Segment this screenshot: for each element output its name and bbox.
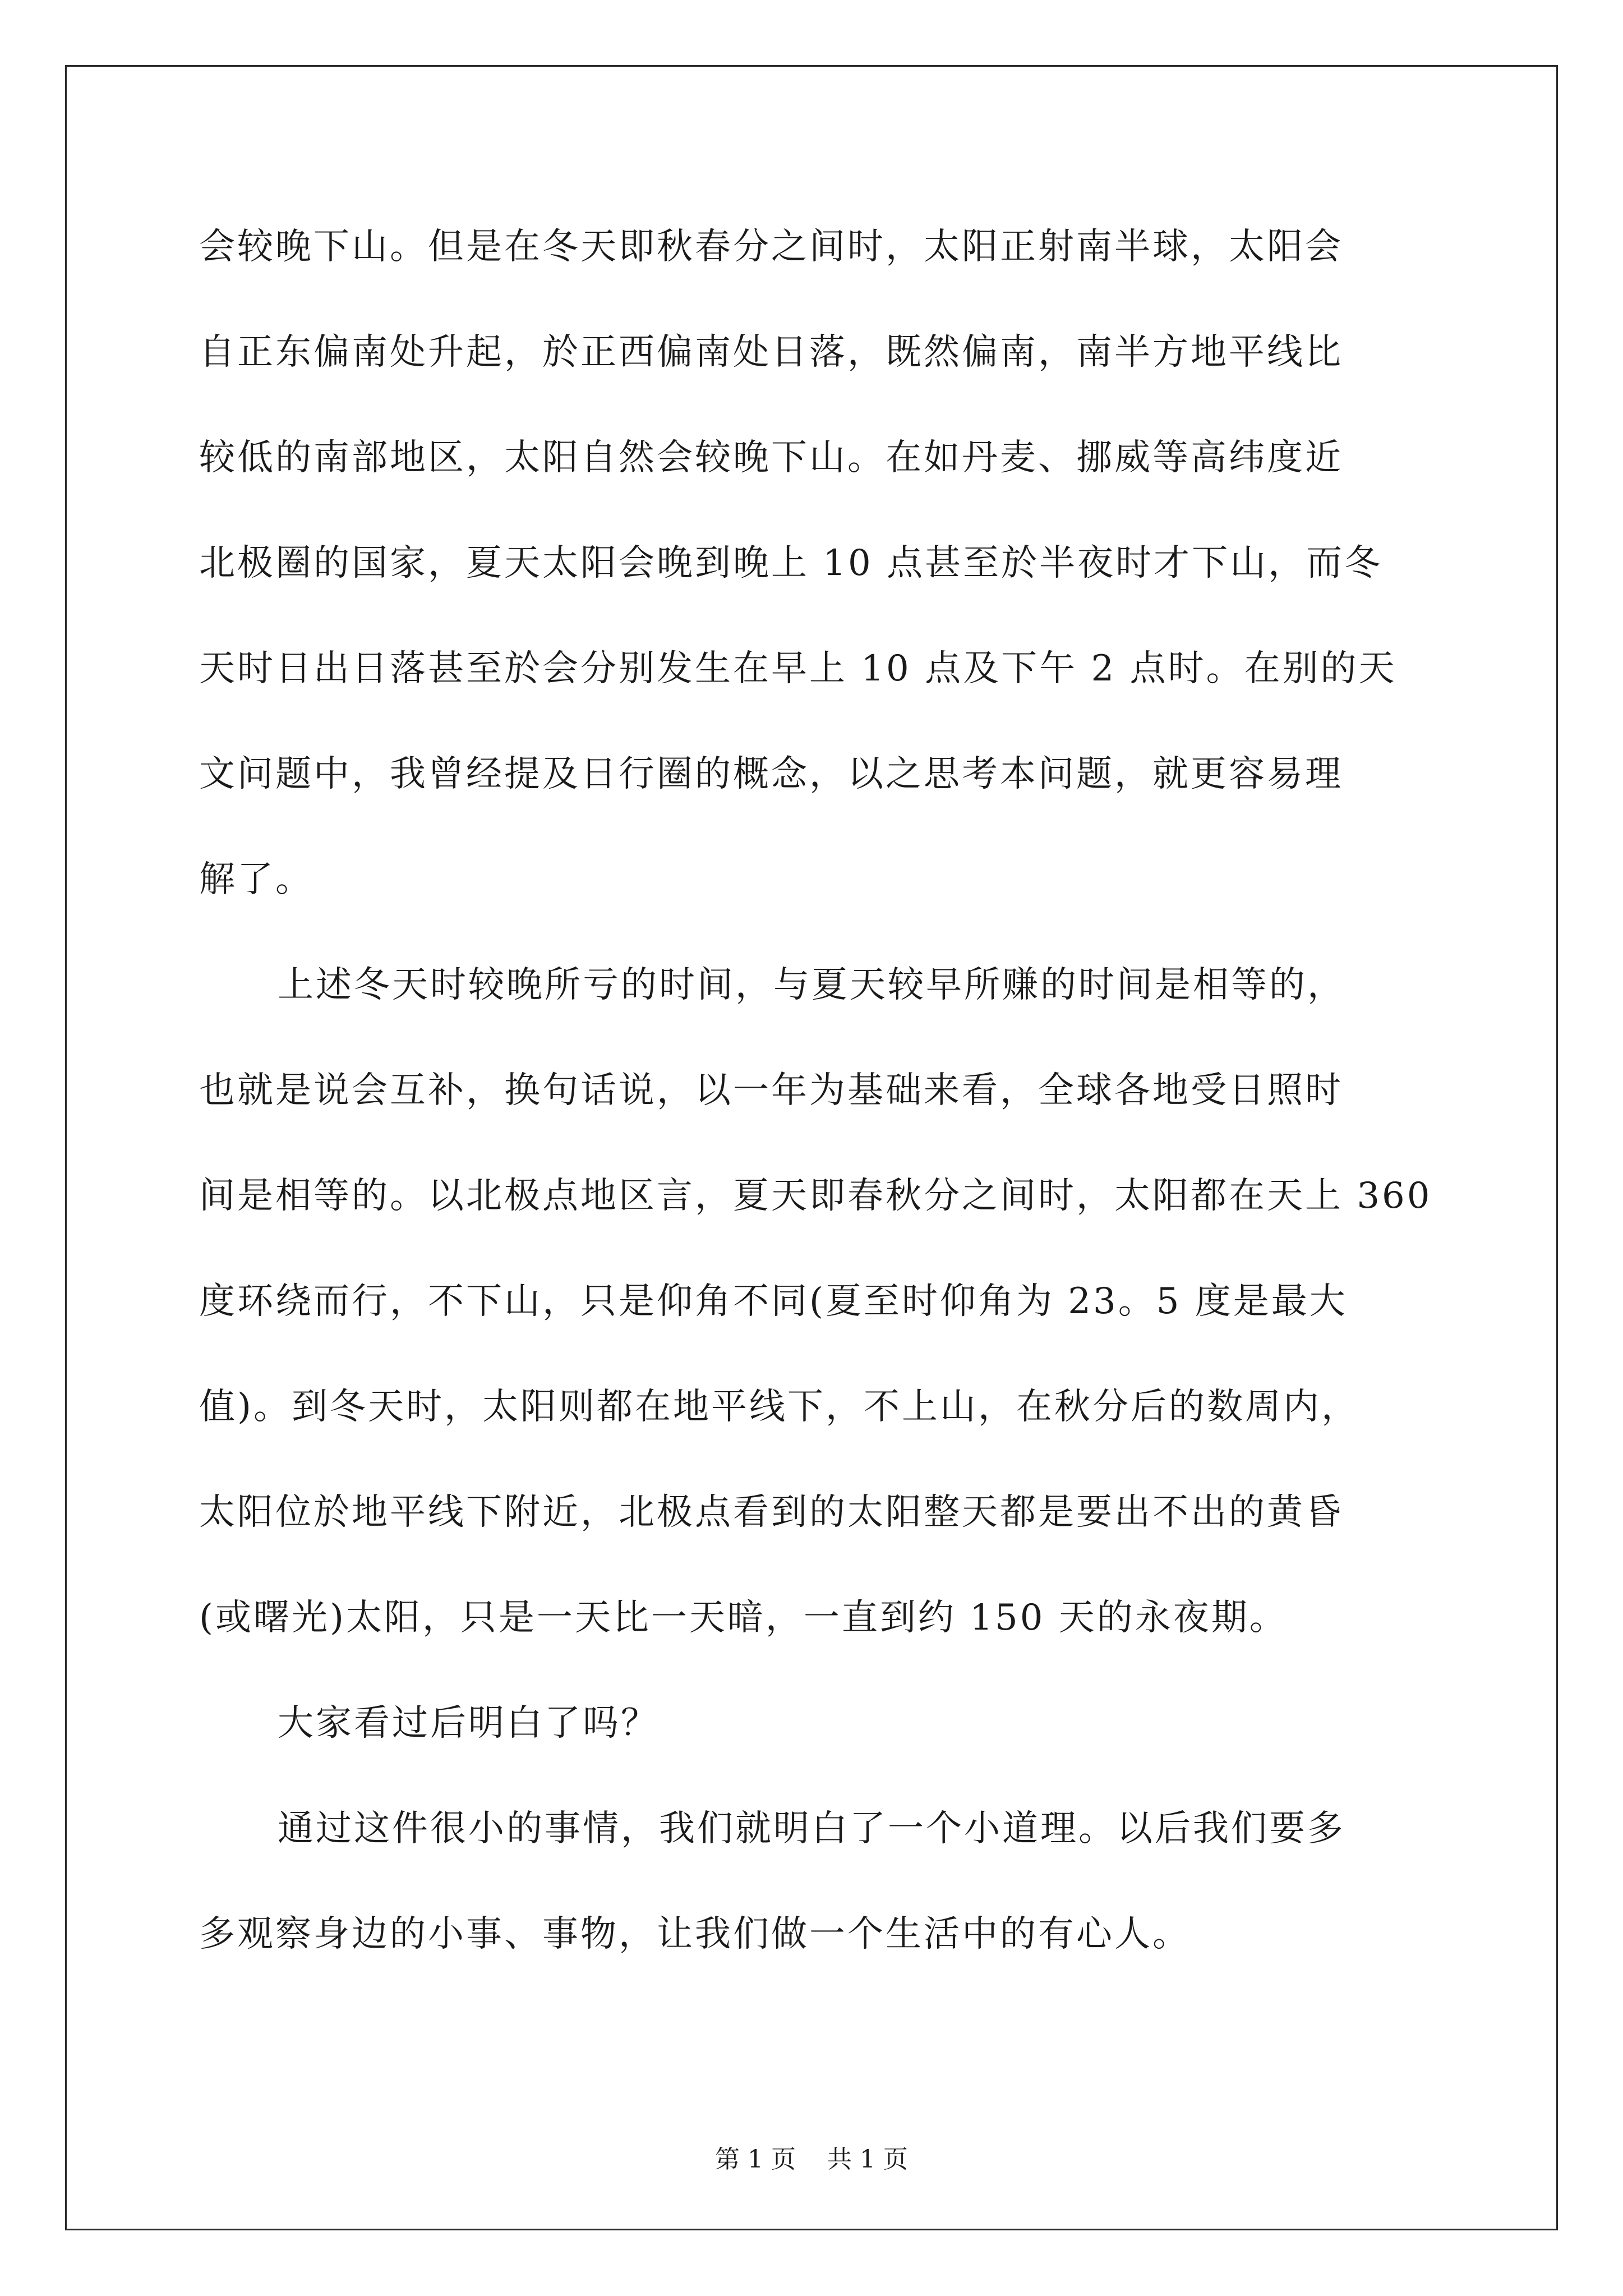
- paragraph-start-line: 上述冬天时较晚所亏的时间，与夏天较早所赚的时间是相等的，: [278, 964, 1345, 1006]
- text-line: (或曙光)太阳，只是一天比一天暗，一直到约 150 天的永夜期。: [199, 1597, 1288, 1639]
- text-line: 天时日出日落甚至於会分别发生在早上 10 点及下午 2 点时。在别的天: [199, 648, 1397, 689]
- text-line: 自正东偏南处升起，於正西偏南处日落，既然偏南，南半方地平线比: [199, 332, 1343, 373]
- text-line: 较低的南部地区，太阳自然会较晚下山。在如丹麦、挪威等高纬度近: [199, 437, 1343, 478]
- paragraph-start-line: 大家看过后明白了吗？: [278, 1703, 659, 1744]
- page-number-footer: 第 1 页 共 1 页: [715, 2145, 908, 2174]
- text-line: 度环绕而行，不下山，只是仰角不同(夏至时仰角为 23。5 度是最大: [199, 1281, 1348, 1322]
- text-line: 解了。: [199, 859, 313, 900]
- text-line: 太阳位於地平线下附近，北极点看到的太阳整天都是要出不出的黄昏: [199, 1492, 1343, 1533]
- text-line: 间是相等的。以北极点地区言，夏天即春秋分之间时，太阳都在天上 360: [199, 1175, 1432, 1217]
- text-line: 多观察身边的小事、事物，让我们做一个生活中的有心人。: [199, 1913, 1191, 1955]
- paragraph-start-line: 通过这件很小的事情，我们就明白了一个小道理。以后我们要多: [278, 1808, 1345, 1849]
- text-line: 北极圈的国家，夏天太阳会晚到晚上 10 点甚至於半夜时才下山，而冬: [199, 542, 1383, 584]
- text-line: 会较晚下山。但是在冬天即秋春分之间时，太阳正射南半球，太阳会: [199, 226, 1343, 268]
- text-line: 值)。到冬天时，太阳则都在地平线下，不上山，在秋分后的数周内，: [199, 1386, 1359, 1428]
- text-line: 也就是说会互补，换句话说，以一年为基础来看，全球各地受日照时: [199, 1070, 1343, 1111]
- document-body: [199, 213, 1455, 2006]
- text-line: 文问题中，我曾经提及日行圈的概念，以之思考本问题，就更容易理: [199, 753, 1343, 795]
